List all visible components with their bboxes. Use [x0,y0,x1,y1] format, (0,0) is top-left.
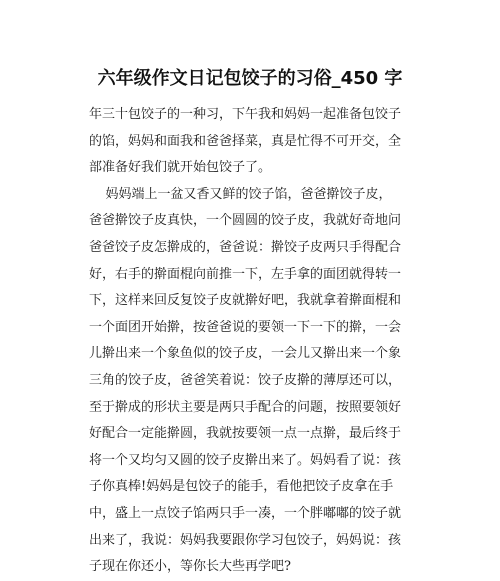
text-line: 一个面团开始擀，按爸爸说的要领一下一下的擀，一会 [89,319,402,335]
text-line: 妈妈端上一盆又香又鲜的饺子馅，爸爸擀饺子皮， [89,186,392,202]
text-line: 子现在你还小，等你长大些再学吧? [89,559,291,575]
text-line: 中，盛上一点饺子馅两只手一凑，一个胖嘟嘟的饺子就 [89,505,402,521]
text-line: 好配合一定能擀圆，我就按要领一点一点擀，最后终于 [89,426,402,442]
text-line: 部准备好我们就开始包饺子了。 [89,160,272,176]
text-line: 将一个又均匀又圆的饺子皮擀出来了。妈妈看了说：孩 [89,452,402,468]
text-line: 好，右手的擀面棍向前推一下，左手拿的面团就得转一 [89,266,402,282]
text-line: 爸爸饺子皮怎擀成的，爸爸说：擀饺子皮两只手得配合 [89,239,402,255]
text-line: 儿擀出来一个象鱼似的饺子皮，一会儿又擀出来一个象 [89,346,402,362]
document-title: 六年级作文日记包饺子的习俗_450 字 [97,68,403,89]
text-line: 三角的饺子皮，爸爸笑着说：饺子皮擀的薄厚还可以， [89,372,402,388]
text-line: 年三十包饺子的一种习，下午我和妈妈一起准备包饺子 [89,107,402,122]
document-body [89,102,413,581]
text-line: 子你真棒!妈妈是包饺子的能手，看他把饺子皮拿在手 [89,479,394,495]
text-line: 出来了，我说：妈妈我要跟你学习包饺子，妈妈说：孩 [89,532,402,548]
text-line: 下，这样来回反复饺子皮就擀好吧，我就拿着擀面棍和 [89,293,402,309]
text-line: 爸爸擀饺子皮真快，一个圆圆的饺子皮，我就好奇地问 [89,213,402,229]
text-line: 的馅，妈妈和面我和爸爸择菜，真是忙得不可开交，全 [89,133,402,149]
text-line: 至于擀成的形状主要是两只手配合的问题，按照要领好 [89,399,402,415]
